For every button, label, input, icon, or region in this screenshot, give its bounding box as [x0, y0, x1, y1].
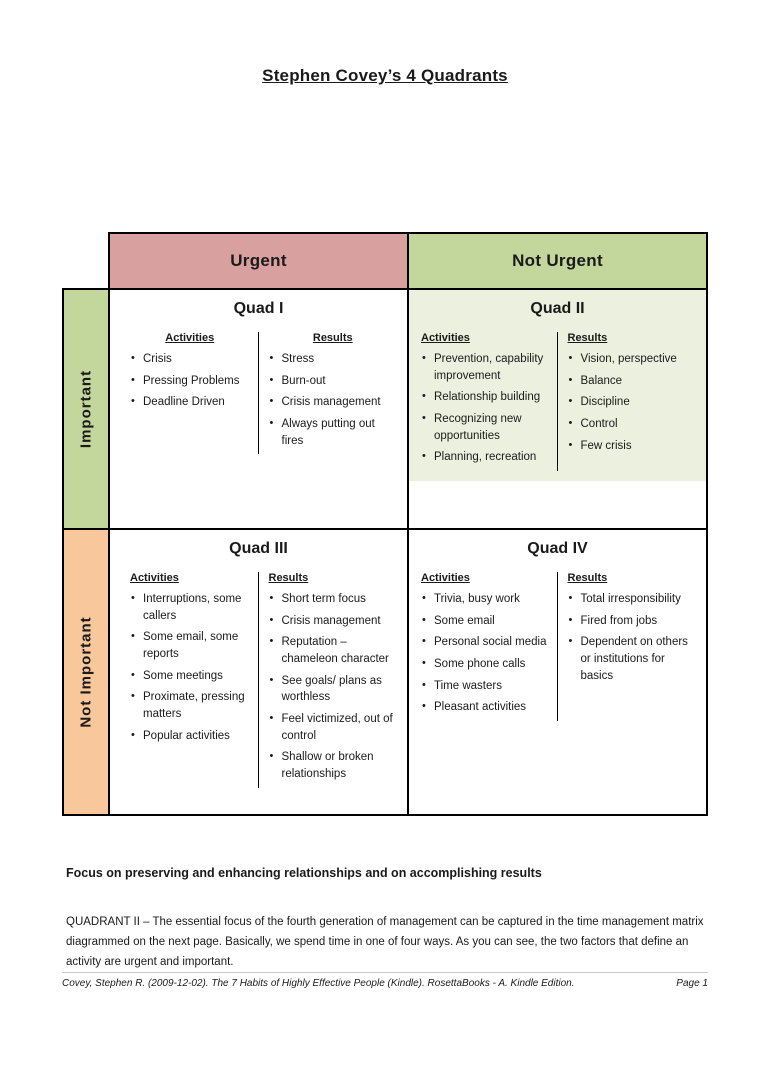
list-item: • Some email	[421, 613, 549, 630]
list-item: • Total irresponsibility	[568, 591, 697, 608]
list-item: • Some phone calls	[421, 656, 549, 673]
row-header-important	[63, 289, 109, 529]
quadrant-2-title: Quad II	[530, 300, 585, 317]
list-item: • Reputation – chameleon character	[269, 634, 398, 667]
list-item: • Proximate, pressing matters	[130, 689, 250, 722]
list-item: • Some email, some reports	[130, 629, 250, 662]
quadrant-4-columns	[411, 572, 704, 721]
activities-label: Activities	[421, 332, 470, 344]
list-item: • Time wasters	[421, 678, 549, 695]
activities-label: Activities	[130, 572, 179, 584]
matrix-row-not-important	[63, 529, 707, 815]
list-item: • Crisis management	[269, 394, 398, 411]
list-item: • Fired from jobs	[568, 613, 697, 630]
quadrant-2-cell	[408, 289, 707, 529]
page-title: Stephen Covey’s 4 Quadrants	[262, 66, 508, 85]
list-item: • Prevention, capability improvement	[421, 351, 549, 384]
quadrant-4-activities	[411, 572, 558, 721]
activities-list	[130, 351, 250, 411]
footer-citation: Covey, Stephen R. (2009-12-02). The 7 Habits of Highly Effective People (Kindle). RosettaBooks - A. Kindle Edition.	[62, 978, 575, 989]
quadrant-2-columns	[411, 332, 704, 471]
results-list	[269, 351, 398, 449]
results-label: Results	[312, 332, 353, 344]
list-item: • Stress	[269, 351, 398, 368]
quadrant-3-columns	[112, 572, 405, 788]
results-list	[568, 591, 697, 684]
activities-label: Activities	[165, 332, 215, 344]
list-item: • Vision, perspective	[568, 351, 697, 368]
page-footer	[62, 978, 708, 989]
list-item: • Some meetings	[130, 668, 250, 685]
quadrant-4-results	[558, 572, 705, 721]
footer-page-number: Page 1	[676, 978, 708, 989]
quadrant-2-activities	[411, 332, 558, 471]
quadrant-4-cell	[408, 529, 707, 815]
quadrant-4-title: Quad IV	[527, 540, 588, 557]
list-item: • Recognizing new opportunities	[421, 411, 549, 444]
results-label: Results	[268, 572, 309, 584]
list-item: • Interruptions, some callers	[130, 591, 250, 624]
list-item: • Always putting out fires	[269, 416, 398, 449]
column-header-urgent: Urgent	[109, 233, 408, 289]
list-item: • Crisis	[130, 351, 250, 368]
row-header-not-important	[63, 529, 109, 815]
list-item: • Trivia, busy work	[421, 591, 549, 608]
list-item: • Popular activities	[130, 728, 250, 745]
results-list	[269, 591, 398, 783]
focus-statement: Focus on preserving and enhancing relationships and on accomplishing results	[66, 866, 542, 880]
quadrant-1-activities	[112, 332, 259, 454]
quadrant-2-results	[558, 332, 705, 471]
activities-list	[421, 591, 549, 716]
covey-matrix	[62, 232, 708, 816]
quadrant-1-title: Quad I	[233, 300, 284, 317]
quadrant-3-results	[259, 572, 406, 788]
list-item: • Deadline Driven	[130, 394, 250, 411]
list-item: • Burn-out	[269, 373, 398, 390]
row-header-not-important-label: Not Important	[77, 616, 95, 728]
list-item: • Planning, recreation	[421, 449, 549, 466]
matrix-corner-cell	[63, 233, 109, 289]
list-item: • Balance	[568, 373, 697, 390]
matrix-row-important	[63, 289, 707, 529]
list-item: • Pleasant activities	[421, 699, 549, 716]
column-header-not-urgent: Not Urgent	[408, 233, 707, 289]
quadrant-3	[110, 530, 407, 798]
quadrant-3-cell	[109, 529, 408, 815]
quadrant-1-cell	[109, 289, 408, 529]
footer-divider	[62, 972, 708, 973]
results-label: Results	[567, 572, 608, 584]
list-item: • Discipline	[568, 394, 697, 411]
quadrant-1	[110, 290, 407, 464]
list-item: • Personal social media	[421, 634, 549, 651]
activities-list	[421, 351, 549, 466]
list-item: • Dependent on others or institutions for basics	[568, 634, 697, 684]
list-item: • Relationship building	[421, 389, 549, 406]
quadrant-1-columns	[112, 332, 405, 454]
quadrant-1-results	[259, 332, 406, 454]
document-page	[0, 66, 770, 1090]
list-item: • Few crisis	[568, 438, 697, 455]
list-item: • See goals/ plans as worthless	[269, 673, 398, 706]
list-item: • Feel victimized, out of control	[269, 711, 398, 744]
list-item: • Pressing Problems	[130, 373, 250, 390]
results-label: Results	[567, 332, 608, 344]
row-header-important-label: Important	[77, 369, 95, 449]
quadrant-4	[409, 530, 706, 731]
list-item: • Crisis management	[269, 613, 398, 630]
body-paragraph: QUADRANT II – The essential focus of the fourth generation of management can be captured in the time management matrix diagrammed on the next page. Basically, we spend time in one of four ways. As you can see, the two factors that define an activity are urgent and important.	[66, 916, 704, 969]
quadrant-3-title: Quad III	[229, 540, 288, 557]
list-item: • Control	[568, 416, 697, 433]
quadrant-3-activities	[112, 572, 259, 788]
list-item: • Shallow or broken relationships	[269, 749, 398, 782]
activities-list	[130, 591, 250, 744]
quadrant-2	[409, 290, 706, 481]
activities-label: Activities	[421, 572, 470, 584]
results-list	[568, 351, 697, 454]
matrix-header-row	[63, 233, 707, 289]
list-item: • Short term focus	[269, 591, 398, 608]
